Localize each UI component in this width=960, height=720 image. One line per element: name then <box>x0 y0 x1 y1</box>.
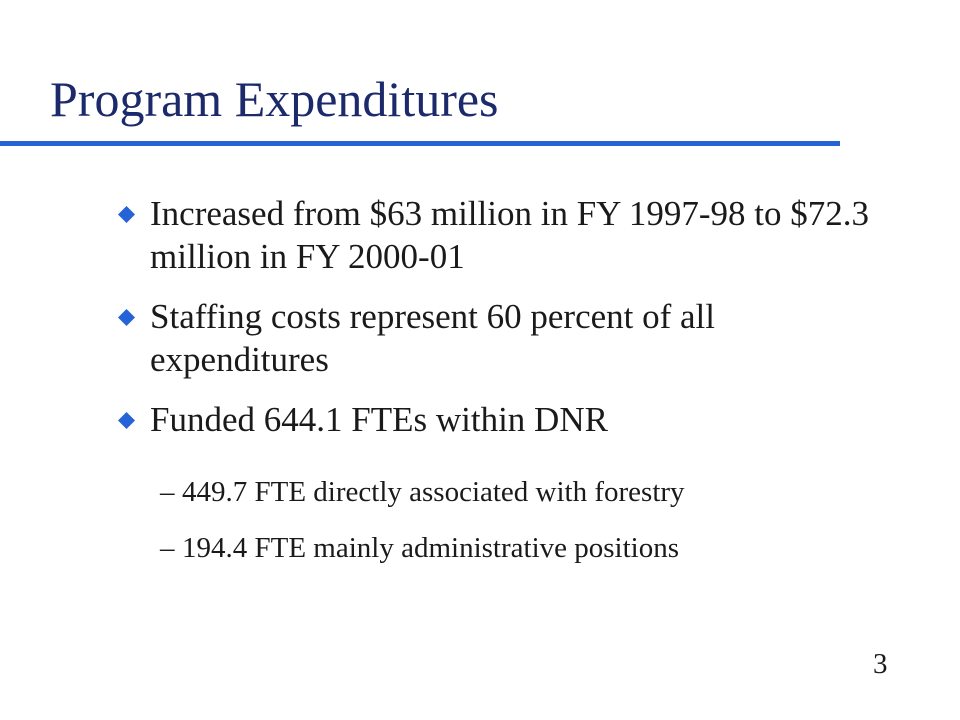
sub-bullet-item <box>160 476 685 508</box>
dash-marker: – <box>160 532 175 564</box>
dash-marker: – <box>160 476 175 508</box>
bullet-text: Increased from $63 million in FY 1997-98 to $72.3 million in FY 2000-01 <box>150 194 870 276</box>
bullet-text: Funded 644.1 FTEs within DNR <box>150 400 608 439</box>
bullet-text: Staffing costs represent 60 percent of all expenditures <box>150 297 716 379</box>
sub-bullet-item <box>160 532 685 564</box>
page-number: 3 <box>873 648 888 680</box>
slide-title: Program Expenditures <box>50 71 499 127</box>
diamond-bullet-icon <box>118 309 135 326</box>
title-underline <box>0 141 840 146</box>
bullet-item <box>118 295 898 381</box>
bullet-list <box>118 192 898 458</box>
sub-bullet-text: 449.7 FTE directly associated with forestry <box>182 476 685 508</box>
sub-bullet-list <box>160 476 685 588</box>
sub-bullet-text: 194.4 FTE mainly administrative positions <box>182 532 679 564</box>
diamond-bullet-icon <box>118 206 135 223</box>
bullet-item <box>118 398 898 441</box>
bullet-item <box>118 192 898 278</box>
diamond-bullet-icon <box>118 412 135 429</box>
